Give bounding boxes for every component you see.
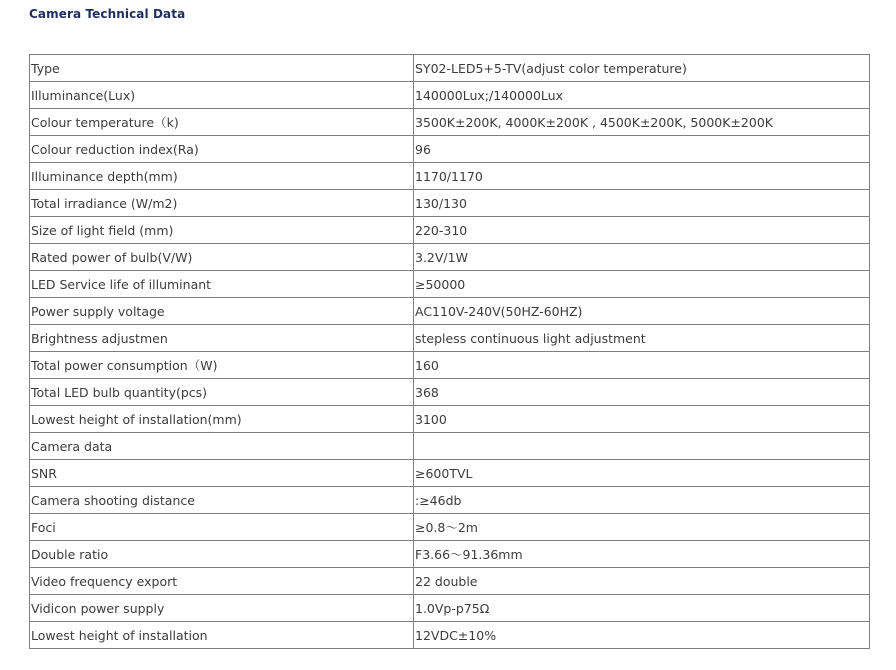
table-row: [30, 271, 870, 298]
row-label: Rated power of bulb(V/W): [30, 244, 414, 271]
row-value: :≥46db: [414, 487, 870, 514]
table-row: [30, 541, 870, 568]
row-label: Camera shooting distance: [30, 487, 414, 514]
table-row: [30, 379, 870, 406]
table-row: [30, 82, 870, 109]
row-label: Brightness adjustmen: [30, 325, 414, 352]
row-label: Foci: [30, 514, 414, 541]
row-label: Video frequency export: [30, 568, 414, 595]
row-label: Vidicon power supply: [30, 595, 414, 622]
row-value: 12VDC±10%: [414, 622, 870, 649]
row-value: 3.2V/1W: [414, 244, 870, 271]
row-value: [414, 433, 870, 460]
row-label: Total irradiance (W/m2): [30, 190, 414, 217]
table-row: [30, 109, 870, 136]
row-value: ≥600TVL: [414, 460, 870, 487]
table-row: [30, 568, 870, 595]
table-row: [30, 514, 870, 541]
row-value: 3100: [414, 406, 870, 433]
table-row: [30, 595, 870, 622]
row-label: Illuminance depth(mm): [30, 163, 414, 190]
table-row: [30, 325, 870, 352]
row-value: 96: [414, 136, 870, 163]
table-row: [30, 244, 870, 271]
row-label: Lowest height of installation: [30, 622, 414, 649]
row-label: Total LED bulb quantity(pcs): [30, 379, 414, 406]
row-value: 160: [414, 352, 870, 379]
table-row: [30, 163, 870, 190]
row-label: SNR: [30, 460, 414, 487]
page-title: Camera Technical Data: [29, 7, 186, 21]
table-row: [30, 190, 870, 217]
row-value: stepless continuous light adjustment: [414, 325, 870, 352]
row-value: 22 double: [414, 568, 870, 595]
table-row: [30, 406, 870, 433]
table-row: [30, 487, 870, 514]
row-label: Colour reduction index(Ra): [30, 136, 414, 163]
table-row: [30, 136, 870, 163]
row-value: ≥0.8～2m: [414, 514, 870, 541]
table-row: [30, 433, 870, 460]
spec-table: [29, 54, 870, 649]
row-label: Type: [30, 55, 414, 82]
row-label: Total power consumption（W): [30, 352, 414, 379]
row-label: Colour temperature（k): [30, 109, 414, 136]
row-value: 130/130: [414, 190, 870, 217]
spec-table-body: [30, 55, 870, 649]
row-value: ≥50000: [414, 271, 870, 298]
table-row: [30, 55, 870, 82]
row-label: LED Service life of illuminant: [30, 271, 414, 298]
row-label: Lowest height of installation(mm): [30, 406, 414, 433]
table-row: [30, 217, 870, 244]
row-value: AC110V-240V(50HZ-60HZ): [414, 298, 870, 325]
row-label: Camera data: [30, 433, 414, 460]
row-value: 220-310: [414, 217, 870, 244]
row-label: Size of light field (mm): [30, 217, 414, 244]
table-row: [30, 352, 870, 379]
table-row: [30, 298, 870, 325]
row-value: F3.66～91.36mm: [414, 541, 870, 568]
row-label: Power supply voltage: [30, 298, 414, 325]
row-value: 1.0Vp-p75Ω: [414, 595, 870, 622]
table-row: [30, 622, 870, 649]
row-value: 1170/1170: [414, 163, 870, 190]
row-value: 140000Lux;/140000Lux: [414, 82, 870, 109]
table-row: [30, 460, 870, 487]
row-label: Double ratio: [30, 541, 414, 568]
row-label: Illuminance(Lux): [30, 82, 414, 109]
row-value: 368: [414, 379, 870, 406]
row-value: SY02-LED5+5-TV(adjust color temperature): [414, 55, 870, 82]
row-value: 3500K±200K, 4000K±200K , 4500K±200K, 5000K±200K: [414, 109, 870, 136]
